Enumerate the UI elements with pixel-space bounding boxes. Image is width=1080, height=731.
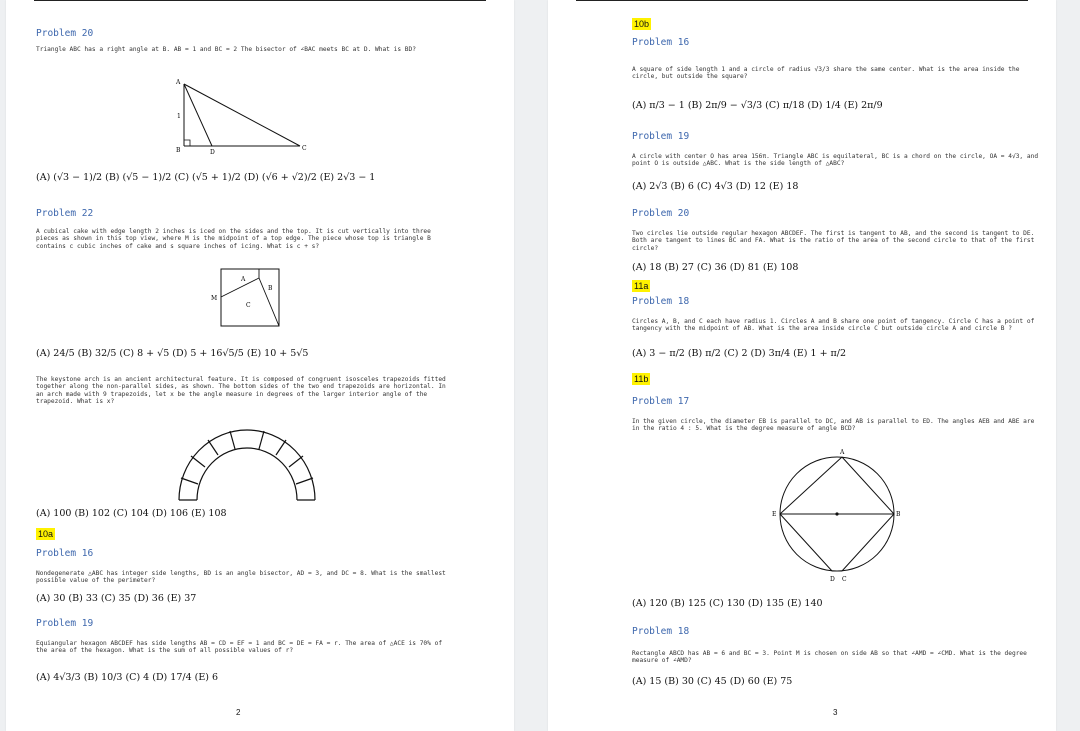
- chord-ea: [780, 457, 842, 514]
- problem-19-text: Equiangular hexagon ABCDEF has side lengths AB = CD = EF = 1 and BC = DE = FA = r. The area of △ACE is 70% of the area of the hexagon. What is the sum of all possible values of r?: [36, 640, 443, 655]
- problem-16-choices: (A) π/3 − 1 (B) 2π/9 − √3/3 (C) π/18 (D) 1/4 (E) 2π/9: [632, 100, 883, 111]
- keystone-text: The keystone arch is an ancient architectural feature. It is composed of congruent isosceles trapezoids fitted together along the non-parallel sides, as shown. The bottom sides of the two end trapezoids are horizontal. In an arch made with 9 trapezoids, let x be the angle measure in degrees of the larger interior angle of the trapezoid. What is x?: [36, 376, 446, 406]
- problem-16-text: A square of side length 1 and a circle of radius √3/3 share the same center. What is the area inside the circle, but outside the square?: [632, 66, 1020, 81]
- label-d: D: [830, 576, 835, 583]
- label-e: E: [772, 511, 777, 518]
- problem-20-title: Problem 20: [36, 28, 94, 39]
- problem-17-title: Problem 17: [632, 396, 690, 407]
- problem-17-text: In the given circle, the diameter EB is parallel to DC, and AB is parallel to ED. The angles AEB and ABE are in the ratio 4 : 5. What is the degree measure of angle BCD?: [632, 418, 1035, 433]
- label-d: D: [210, 149, 215, 156]
- problem-22-text: A cubical cake with edge length 2 inches is iced on the sides and the top. It is cut vertically into three pieces as shown in this top view, where M is the midpoint of a top edge. The piece whose top is triangle B contains c cubic inches of cake and s square inches of icing. What is c + s?: [36, 228, 431, 250]
- label-a: A: [241, 276, 246, 283]
- page-3: [548, 0, 1056, 731]
- section-tag-10b: 10b: [634, 19, 650, 29]
- problem-22-title: Problem 22: [36, 208, 94, 219]
- problem-17-choices: (A) 120 (B) 125 (C) 130 (D) 135 (E) 140: [632, 598, 823, 609]
- label-one: 1: [177, 113, 181, 120]
- label-m: M: [211, 295, 218, 302]
- label-c: C: [246, 302, 251, 309]
- problem-18-choices: (A) 3 − π/2 (B) π/2 (C) 2 (D) 3π/4 (E) 1 + π/2: [632, 348, 847, 359]
- problem-19-choices: (A) 4√3/3 (B) 10/3 (C) 4 (D) 17/4 (E) 6: [36, 672, 219, 683]
- problem-18b-title: Problem 18: [632, 626, 690, 637]
- label-a: A: [176, 79, 181, 86]
- cake-top-view-figure: [206, 266, 286, 330]
- keystone-choices: (A) 100 (B) 102 (C) 104 (D) 106 (E) 108: [36, 508, 227, 519]
- circle-figure: [768, 444, 908, 594]
- label-b: B: [896, 511, 901, 518]
- label-a: A: [840, 449, 845, 456]
- cut-line-1: [221, 278, 259, 297]
- problem-18b-text: Rectangle ABCD has AB = 6 and BC = 3. Point M is chosen on side AB so that ∠AMD = ∠CMD. What is the degree measure of ∠AMD?: [632, 650, 1027, 665]
- problem-20-text: Triangle ABC has a right angle at B. AB = 1 and BC = 2 The bisector of ∠BAC meets BC at D. What is BD?: [36, 46, 416, 53]
- label-c: C: [302, 145, 307, 152]
- problem-16-choices: (A) 30 (B) 33 (C) 35 (D) 36 (E) 37: [36, 593, 197, 604]
- label-b: B: [268, 285, 273, 292]
- side-ac: [184, 84, 300, 146]
- keystone-arch-figure: [166, 418, 326, 506]
- problem-18-title: Problem 18: [632, 296, 690, 307]
- square-outline: [221, 269, 279, 326]
- page-2: [6, 0, 514, 731]
- page-top-rule: [576, 0, 1028, 1]
- label-b: B: [176, 147, 181, 154]
- arch-blocks: [179, 430, 315, 500]
- problem-22-choices: (A) 24/5 (B) 32/5 (C) 8 + √5 (D) 5 + 16√5/5 (E) 10 + 5√5: [36, 348, 309, 359]
- right-triangle-figure: [166, 76, 326, 156]
- page-number: 3: [833, 708, 838, 717]
- label-c: C: [842, 576, 847, 583]
- problem-20-text: Two circles lie outside regular hexagon ABCDEF. The first is tangent to AB, and the second is tangent to DE. Both are tangent to lines BC and FA. What is the ratio of the area of the second circle to that of the first circle?: [632, 230, 1035, 252]
- page-top-rule: [34, 0, 486, 1]
- problem-20-choices: (A) 18 (B) 27 (C) 36 (D) 81 (E) 108: [632, 262, 799, 273]
- problem-16-text: Nondegenerate △ABC has integer side lengths, BD is an angle bisector, AD = 3, and DC = 8. What is the smallest possible value of the perimeter?: [36, 570, 446, 585]
- section-tag-10a: 10a: [38, 529, 54, 539]
- problem-18b-choices: (A) 15 (B) 30 (C) 45 (D) 60 (E) 75: [632, 676, 793, 687]
- page-number: 2: [236, 708, 241, 717]
- problem-20-title: Problem 20: [632, 208, 690, 219]
- problem-19-title: Problem 19: [632, 131, 690, 142]
- problem-20-choices: (A) (√3 − 1)/2 (B) (√5 − 1)/2 (C) (√5 + 1)/2 (D) (√6 + √2)/2 (E) 2√3 − 1: [36, 172, 376, 183]
- problem-16-title: Problem 16: [632, 37, 690, 48]
- center-point: [835, 512, 838, 515]
- problem-19-choices: (A) 2√3 (B) 6 (C) 4√3 (D) 12 (E) 18: [632, 181, 799, 192]
- problem-19-text: A circle with center O has area 156π. Triangle ABC is equilateral, BC is a chord on the circle, OA = 4√3, and point O is outside △ABC. What is the side length of △ABC?: [632, 153, 1039, 168]
- problem-16-title: Problem 16: [36, 548, 94, 559]
- bisector-ad: [184, 84, 212, 146]
- problem-18-text: Circles A, B, and C each have radius 1. Circles A and B share one point of tangency. Circle C has a point of tangency with the midpoint of AB. What is the area inside circle C but outside circle A and circle B ?: [632, 318, 1035, 333]
- section-tag-11b: 11b: [634, 374, 649, 384]
- right-angle-mark: [184, 140, 190, 146]
- problem-19-title: Problem 19: [36, 618, 94, 629]
- section-tag-11a: 11a: [634, 281, 649, 291]
